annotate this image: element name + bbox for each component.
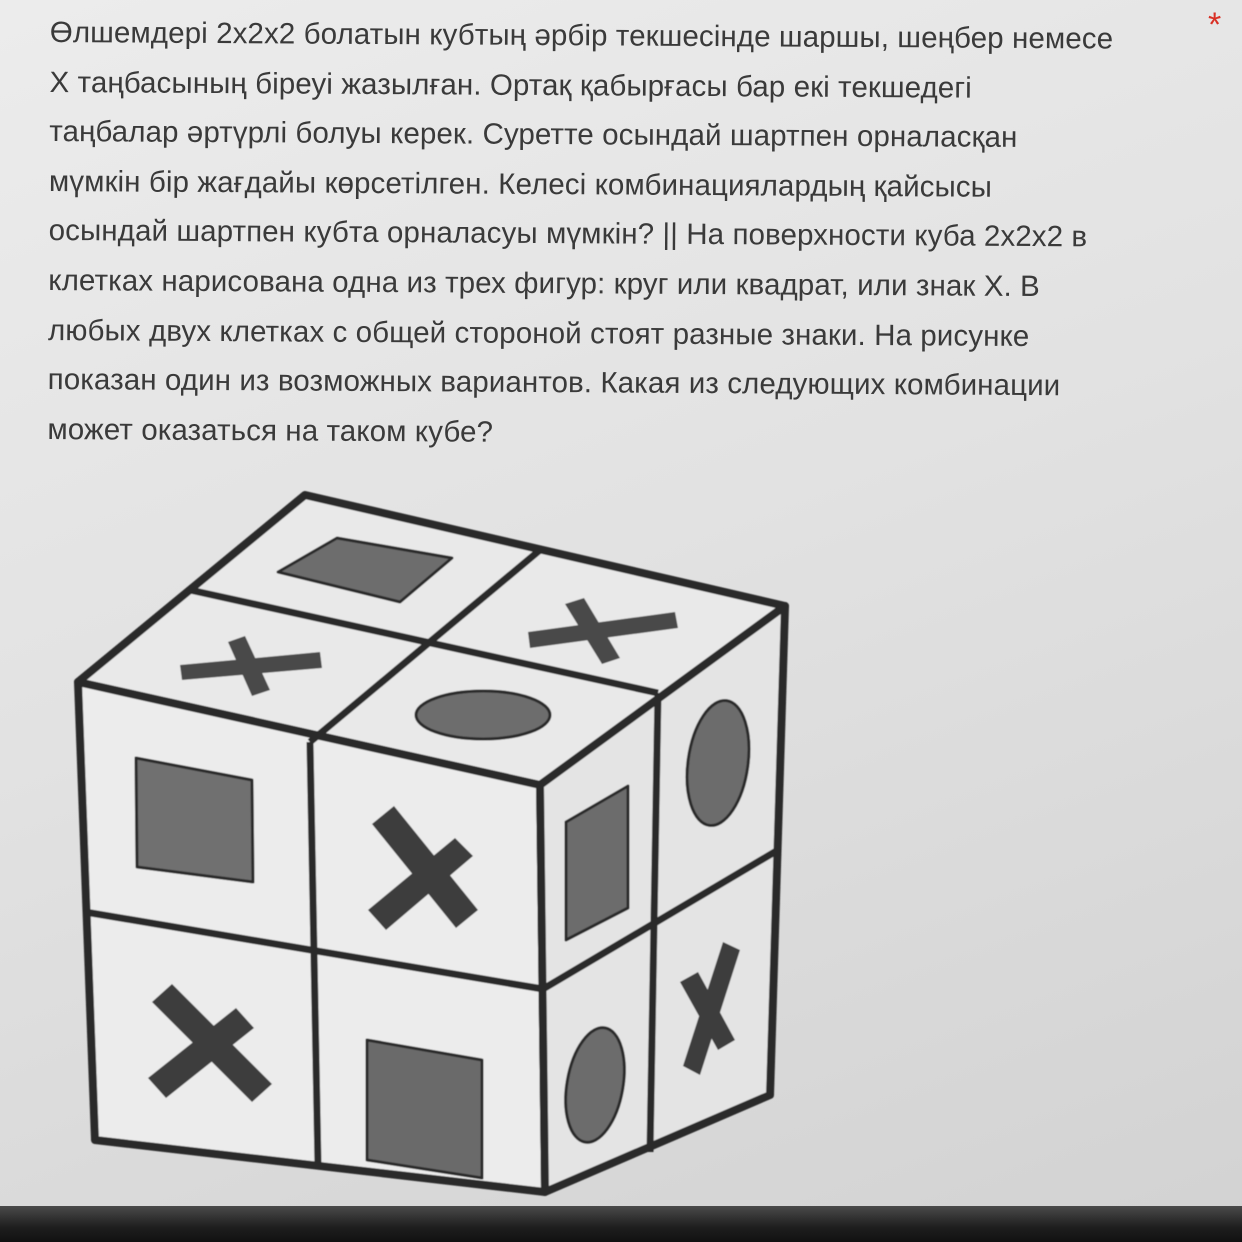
question-line: Өлшемдері 2х2х2 болатын кубтың әрбір текшесінде шаршы, шеңбер немесе: [49, 15, 1114, 56]
question-line: таңбалар әртүрлі болуы керек. Суретте осындай шартпен орналасқан: [49, 115, 1018, 155]
question-text: [47, 8, 1200, 461]
square-symbol: [136, 758, 253, 882]
question-line: клетках нарисована одна из трех фигур: круг или квадрат, или знак Х. В: [48, 263, 1040, 304]
question-line: может оказаться на таком кубе?: [47, 412, 494, 449]
question-line: осындай шартпен кубта орналасуы мүмкін? || На поверхности куба 2х2х2 в: [48, 214, 1088, 254]
question-line: любых двух клетках с общей стороной стоят разные знаки. На рисунке: [47, 313, 1030, 353]
monitor-bezel: [0, 1206, 1242, 1242]
required-marker: *: [1208, 6, 1222, 44]
question-line: мүмкін бір жағдайы көрсетілген. Келесі комбинациялардың қайсысы: [48, 164, 993, 204]
cube-figure: [0, 430, 1242, 1210]
question-line: Х таңбасының біреуі жазылған. Ортақ қабырғасы бар екі текшедегі: [49, 65, 972, 105]
square-symbol: [367, 1040, 482, 1178]
question-line: показан один из возможных вариантов. Какая из следующих комбинации: [47, 363, 1061, 403]
circle-symbol: [416, 691, 550, 739]
